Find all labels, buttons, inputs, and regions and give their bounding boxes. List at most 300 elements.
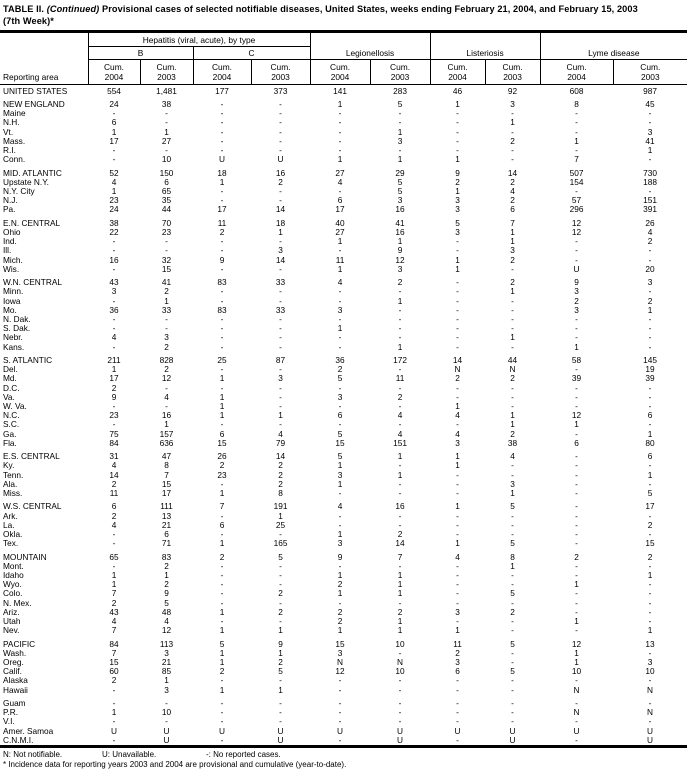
value-cell: - <box>511 676 514 686</box>
value-cell: - <box>575 452 578 462</box>
value-cell: - <box>220 342 224 352</box>
value-cell: 2 <box>337 365 343 375</box>
value-cell: 1 <box>397 570 403 580</box>
table-row <box>0 128 687 137</box>
value-cell: - <box>338 511 342 521</box>
value-cell: - <box>575 511 578 521</box>
value-cell: 17 <box>335 205 345 215</box>
value-cell: 1 <box>219 626 225 636</box>
value-cell: 12 <box>571 218 582 228</box>
value-cell: - <box>220 296 224 306</box>
value-cell: 5 <box>397 186 403 196</box>
value-cell: 211 <box>107 355 121 365</box>
value-cell: 4 <box>455 429 460 439</box>
value-cell: 1 <box>455 99 460 109</box>
value-cell: - <box>648 676 652 686</box>
value-cell: - <box>511 155 514 165</box>
reporting-area-cell: S. ATLANTIC <box>3 355 53 365</box>
table-row <box>0 420 687 429</box>
reporting-area-cell: E.S. CENTRAL <box>3 452 60 462</box>
value-cell: 24 <box>109 99 119 109</box>
value-cell: 87 <box>275 355 286 365</box>
value-cell: 3 <box>278 246 283 256</box>
reporting-area-cell: Ariz. <box>3 607 20 617</box>
value-cell: - <box>398 401 402 411</box>
value-cell: 1 <box>397 616 403 626</box>
value-cell: - <box>220 598 224 608</box>
value-cell: 1 <box>219 401 225 411</box>
value-cell: - <box>279 342 282 352</box>
value-cell: 7 <box>111 626 117 636</box>
value-cell: 11 <box>453 639 462 649</box>
value-cell: 41 <box>161 278 172 288</box>
value-cell: - <box>648 186 652 196</box>
value-cell: 2 <box>278 461 283 471</box>
value-cell: 296 <box>569 205 584 215</box>
value-cell: 5 <box>647 488 653 498</box>
value-cell: - <box>338 186 342 196</box>
value-cell: 4 <box>397 429 403 439</box>
value-cell: U <box>509 735 516 745</box>
value-cell: - <box>511 616 514 626</box>
listeriosis-group-header: Listeriosis <box>430 32 540 60</box>
cum-header: Cum. 2004 <box>430 60 485 85</box>
value-cell: 4 <box>111 177 117 187</box>
table-row <box>0 85 687 96</box>
value-cell: 57 <box>571 196 582 206</box>
value-cell: - <box>220 145 224 155</box>
value-cell: - <box>456 278 459 288</box>
table-row <box>0 502 687 511</box>
value-cell: - <box>575 145 578 155</box>
value-cell: - <box>511 109 514 119</box>
value-cell: - <box>220 314 224 324</box>
value-cell: - <box>112 296 116 306</box>
value-cell: N <box>454 365 461 375</box>
value-cell: 3 <box>337 305 343 315</box>
value-cell: 43 <box>109 607 119 617</box>
value-cell: 1 <box>278 626 283 636</box>
value-cell: - <box>511 570 514 580</box>
value-cell: 29 <box>395 168 405 178</box>
value-cell: - <box>575 237 578 247</box>
value-cell: 15 <box>109 657 119 667</box>
reporting-area-cell: Mont. <box>3 561 24 571</box>
reporting-area-cell: Maine <box>3 109 26 119</box>
value-cell: 84 <box>109 438 119 448</box>
value-cell: 4 <box>111 520 117 530</box>
value-cell: 1 <box>574 136 579 146</box>
reporting-area-cell: Mass. <box>3 136 26 146</box>
value-cell: 1 <box>219 392 225 402</box>
value-cell: 4 <box>647 227 653 237</box>
value-cell: - <box>648 461 652 471</box>
value-cell: - <box>338 717 342 727</box>
value-cell: - <box>279 420 282 430</box>
value-cell: 5 <box>278 552 283 562</box>
value-cell: 3 <box>647 127 653 137</box>
value-cell: 6 <box>164 177 169 187</box>
value-cell: 6 <box>219 429 225 439</box>
value-cell: - <box>165 401 168 411</box>
value-cell: 3 <box>574 305 579 315</box>
value-cell: 2 <box>510 429 515 439</box>
table-row <box>0 237 687 246</box>
value-cell: U <box>397 735 404 745</box>
value-cell: 1 <box>337 264 343 274</box>
reporting-area-cell: E.N. CENTRAL <box>3 218 61 228</box>
value-cell: 6 <box>455 667 460 677</box>
value-cell: 48 <box>161 607 172 617</box>
value-cell: 6 <box>574 438 579 448</box>
value-cell: - <box>279 333 282 343</box>
value-cell: - <box>220 479 224 489</box>
value-cell: - <box>279 598 282 608</box>
table-row <box>0 315 687 324</box>
value-cell: 16 <box>275 168 286 178</box>
reporting-area-cell: Upstate N.Y. <box>3 177 49 187</box>
value-cell: 8 <box>164 461 169 471</box>
hepatitis-group-header: Hepatitis (viral, acute), by type <box>88 32 310 47</box>
value-cell: - <box>338 287 342 297</box>
value-cell: 1 <box>111 127 117 137</box>
value-cell: 2 <box>219 461 225 471</box>
value-cell: - <box>279 717 282 727</box>
value-cell: 22 <box>109 227 119 237</box>
value-cell: 14 <box>452 355 463 365</box>
value-cell: 636 <box>159 438 174 448</box>
table-row <box>0 205 687 214</box>
value-cell: 6 <box>337 411 343 421</box>
value-cell: 828 <box>159 355 174 365</box>
value-cell: 17 <box>109 374 119 384</box>
value-cell: - <box>220 136 224 146</box>
value-cell: - <box>648 333 652 343</box>
value-cell: 1 <box>111 570 117 580</box>
reporting-area-cell: Ala. <box>3 479 18 489</box>
value-cell: - <box>648 383 652 393</box>
reporting-area-cell: Conn. <box>3 155 26 165</box>
value-cell: 2 <box>455 177 460 187</box>
value-cell: - <box>279 708 282 718</box>
value-cell: - <box>456 136 459 146</box>
value-cell: 1 <box>111 580 117 590</box>
value-cell: - <box>648 314 652 324</box>
value-cell: 151 <box>393 438 407 448</box>
value-cell: 1 <box>219 607 225 617</box>
value-cell: - <box>398 314 402 324</box>
cum-header: Cum. 2003 <box>251 60 310 85</box>
table-row <box>0 521 687 530</box>
reporting-area-cell: P.R. <box>3 708 19 718</box>
value-cell: - <box>648 118 652 128</box>
value-cell: - <box>338 145 342 155</box>
value-cell: U <box>337 726 344 736</box>
value-cell: 15 <box>645 539 655 549</box>
value-cell: 21 <box>161 657 172 667</box>
value-cell: 4 <box>164 616 169 626</box>
value-cell: 36 <box>335 355 345 365</box>
value-cell: - <box>456 296 459 306</box>
reporting-area-cell: V.I. <box>3 717 15 727</box>
value-cell: 2 <box>510 278 515 288</box>
footnote-not-notifiable: N: Not notifiable. <box>3 750 63 760</box>
value-cell: 2 <box>219 667 225 677</box>
value-cell: 47 <box>161 452 172 462</box>
table-row <box>0 265 687 274</box>
table-row <box>0 333 687 342</box>
value-cell: 1 <box>455 255 460 265</box>
value-cell: 11 <box>217 218 227 228</box>
value-cell: - <box>338 342 342 352</box>
value-cell: 1 <box>337 237 343 247</box>
value-cell: 1 <box>574 420 579 430</box>
value-cell: 1 <box>219 648 225 658</box>
value-cell: - <box>279 136 282 146</box>
value-cell: - <box>112 561 116 571</box>
value-cell: - <box>648 580 652 590</box>
value-cell: 2 <box>219 552 225 562</box>
value-cell: - <box>220 383 224 393</box>
value-cell: - <box>456 685 459 695</box>
table-row <box>0 608 687 617</box>
value-cell: U <box>219 155 225 165</box>
value-cell: - <box>575 255 578 265</box>
value-cell: 4 <box>111 461 117 471</box>
value-cell: 2 <box>337 616 343 626</box>
value-cell: 11 <box>109 488 119 498</box>
cum-header: Cum. 2004 <box>88 60 140 85</box>
value-cell: 2 <box>510 255 515 265</box>
table-title <box>0 0 687 30</box>
value-cell: - <box>575 127 578 137</box>
value-cell: - <box>165 324 168 334</box>
value-cell: - <box>575 529 578 539</box>
reporting-area-cell: Oreg. <box>3 657 24 667</box>
value-cell: 1 <box>219 374 225 384</box>
value-cell: 11 <box>335 255 345 265</box>
reporting-area-cell: Ind. <box>3 237 17 247</box>
value-cell: 65 <box>109 552 119 562</box>
value-cell: - <box>575 520 578 530</box>
value-cell: 38 <box>109 218 119 228</box>
value-cell: - <box>112 246 116 256</box>
value-cell: 608 <box>569 85 584 96</box>
table-row <box>0 365 687 374</box>
value-cell: - <box>456 118 459 128</box>
value-cell: - <box>648 561 652 571</box>
value-cell: 9 <box>397 246 403 256</box>
table-row <box>0 589 687 598</box>
reporting-area-cell: Fla. <box>3 438 17 448</box>
value-cell: 2 <box>647 237 653 247</box>
value-cell: - <box>648 342 652 352</box>
value-cell: 14 <box>275 452 286 462</box>
reporting-area-cell: Tenn. <box>3 470 24 480</box>
table-row <box>0 699 687 708</box>
table-row <box>0 109 687 118</box>
value-cell: 9 <box>111 392 117 402</box>
value-cell: - <box>279 392 282 402</box>
value-cell: 2 <box>111 479 117 489</box>
value-cell: 5 <box>219 639 225 649</box>
value-cell: 1 <box>164 127 169 137</box>
legionellosis-group-header: Legionellosis <box>310 32 430 60</box>
reporting-area-cell: Vt. <box>3 127 14 137</box>
cum-header: Cum. 2003 <box>140 60 193 85</box>
value-cell: 12 <box>571 227 582 237</box>
value-cell: 3 <box>455 607 460 617</box>
value-cell: 1 <box>647 305 653 315</box>
value-cell: 15 <box>161 264 172 274</box>
value-cell: 83 <box>217 278 227 288</box>
value-cell: - <box>398 305 402 315</box>
reporting-area-cell: N.C. <box>3 411 20 421</box>
value-cell: - <box>575 333 578 343</box>
value-cell: 3 <box>455 196 460 206</box>
hepatitis-c-header: C <box>193 47 310 60</box>
value-cell: 7 <box>397 552 403 562</box>
value-cell: 111 <box>160 502 173 512</box>
value-cell: - <box>220 580 224 590</box>
value-cell: 20 <box>645 264 655 274</box>
value-cell: 39 <box>645 374 655 384</box>
value-cell: - <box>112 420 116 430</box>
reporting-area-cell: MOUNTAIN <box>3 552 47 562</box>
table-row <box>0 512 687 521</box>
value-cell: 1 <box>337 479 343 489</box>
value-cell: - <box>279 401 282 411</box>
value-cell: 5 <box>164 598 169 608</box>
value-cell: N <box>509 365 516 375</box>
value-cell: - <box>456 676 459 686</box>
reporting-area-cell: C.N.M.I. <box>3 735 34 745</box>
value-cell: 6 <box>111 502 117 512</box>
value-cell: 12 <box>571 639 582 649</box>
value-cell: 391 <box>643 205 657 215</box>
footnote-incidence: * Incidence data for reporting years 2003 and 2004 are provisional and cumulative (year-to-date). <box>3 760 347 770</box>
value-cell: 41 <box>395 218 405 228</box>
value-cell: - <box>279 186 282 196</box>
value-cell: - <box>220 420 224 430</box>
value-cell: - <box>456 488 459 498</box>
value-cell: 12 <box>335 667 345 677</box>
value-cell: - <box>648 401 652 411</box>
value-cell: 283 <box>393 85 407 96</box>
value-cell: 15 <box>335 438 345 448</box>
value-cell: - <box>398 287 402 297</box>
value-cell: - <box>648 324 652 334</box>
value-cell: 80 <box>645 438 655 448</box>
value-cell: - <box>398 118 402 128</box>
value-cell: U <box>397 726 404 736</box>
value-cell: U <box>454 726 461 736</box>
value-cell: - <box>279 561 282 571</box>
value-cell: 7 <box>164 470 169 480</box>
value-cell: - <box>220 529 224 539</box>
value-cell: - <box>511 648 514 658</box>
value-cell: U <box>509 726 516 736</box>
table-row <box>0 553 687 562</box>
value-cell: 15 <box>217 438 227 448</box>
value-cell: - <box>338 598 342 608</box>
value-cell: - <box>220 186 224 196</box>
value-cell: 2 <box>278 479 283 489</box>
value-cell: - <box>575 698 578 708</box>
reporting-area-cell: Kans. <box>3 342 25 352</box>
value-cell: 14 <box>507 168 518 178</box>
value-cell: - <box>511 626 514 636</box>
value-cell: 3 <box>397 136 403 146</box>
value-cell: - <box>456 109 459 119</box>
value-cell: 15 <box>161 479 172 489</box>
value-cell: 9 <box>455 168 460 178</box>
value-cell: 15 <box>335 639 345 649</box>
value-cell: 2 <box>647 552 653 562</box>
value-cell: U <box>277 735 284 745</box>
value-cell: 4 <box>455 552 460 562</box>
value-cell: 58 <box>571 355 582 365</box>
value-cell: 8 <box>278 488 283 498</box>
value-cell: - <box>220 708 224 718</box>
value-cell: 27 <box>335 227 345 237</box>
value-cell: 2 <box>510 607 515 617</box>
value-cell: 25 <box>217 355 227 365</box>
value-cell: 1 <box>337 529 343 539</box>
value-cell: - <box>279 314 282 324</box>
value-cell: 17 <box>161 488 172 498</box>
value-cell: U <box>647 735 654 745</box>
value-cell: 16 <box>109 255 119 265</box>
value-cell: 1 <box>397 452 403 462</box>
value-cell: - <box>575 461 578 471</box>
table-row <box>0 178 687 187</box>
value-cell: - <box>279 237 282 247</box>
value-cell: 141 <box>333 85 347 96</box>
value-cell: U <box>277 726 284 736</box>
value-cell: - <box>648 717 652 727</box>
value-cell: 1 <box>647 626 653 636</box>
value-cell: - <box>511 324 514 334</box>
value-cell: - <box>338 708 342 718</box>
value-cell: 4 <box>111 616 117 626</box>
value-cell: 3 <box>510 246 515 256</box>
reporting-area-cell: La. <box>3 520 15 530</box>
value-cell: 12 <box>161 374 172 384</box>
value-cell: - <box>398 324 402 334</box>
value-cell: 3 <box>337 392 343 402</box>
value-cell: - <box>338 118 342 128</box>
value-cell: - <box>456 333 459 343</box>
value-cell: 1 <box>278 648 283 658</box>
value-cell: 1 <box>510 333 515 343</box>
value-cell: - <box>279 99 282 109</box>
reporting-area-cell: PACIFIC <box>3 639 36 649</box>
cum-header: Cum. 2004 <box>193 60 251 85</box>
value-cell: - <box>338 420 342 430</box>
value-cell: 1 <box>455 155 460 165</box>
value-cell: 1 <box>278 411 283 421</box>
value-cell: 5 <box>510 589 515 599</box>
value-cell: 3 <box>510 99 515 109</box>
value-cell: 2 <box>397 392 403 402</box>
value-cell: - <box>398 698 402 708</box>
table-row <box>0 196 687 205</box>
value-cell: 1 <box>574 657 579 667</box>
table-row <box>0 297 687 306</box>
value-cell: 2 <box>455 648 460 658</box>
value-cell: 1 <box>219 488 225 498</box>
